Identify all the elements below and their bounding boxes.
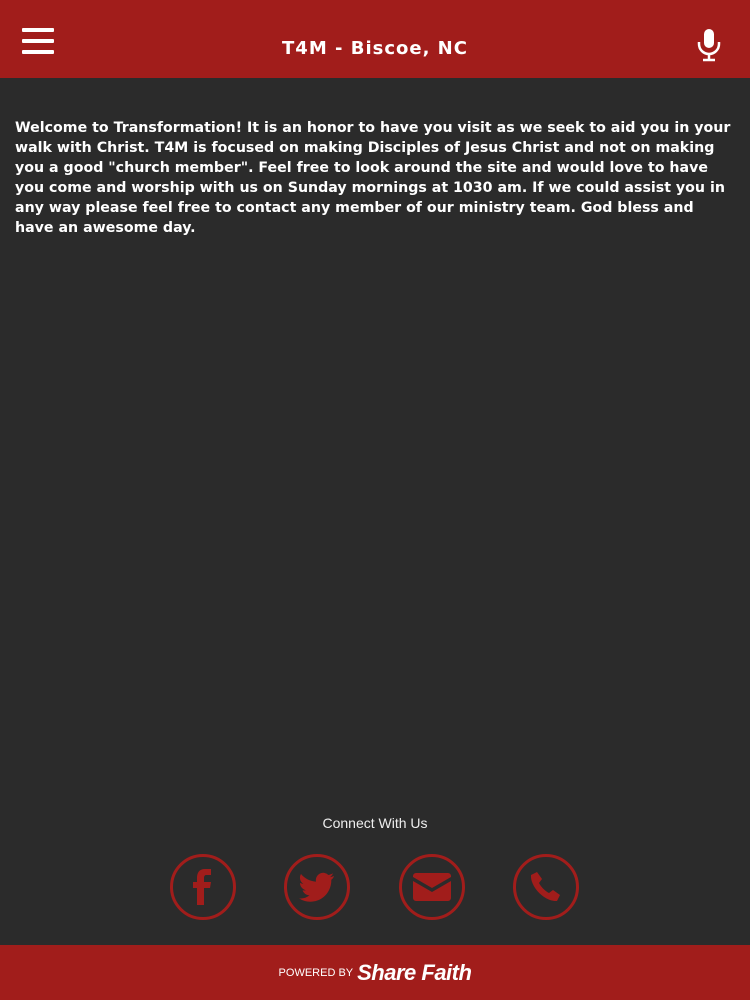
connect-heading: Connect With Us <box>322 815 428 831</box>
email-button[interactable] <box>399 854 465 920</box>
phone-icon <box>530 871 562 903</box>
sharefaith-logo[interactable]: Share Faith <box>357 960 472 985</box>
page-title: T4M - Biscoe, NC <box>282 38 468 59</box>
twitter-button[interactable] <box>284 854 350 920</box>
phone-button[interactable] <box>513 854 579 920</box>
email-icon <box>413 873 451 901</box>
facebook-button[interactable] <box>170 854 236 920</box>
social-links <box>0 854 750 920</box>
voice-search-button[interactable] <box>696 28 722 62</box>
powered-by-label: POWERED BY <box>278 967 354 979</box>
facebook-icon <box>188 869 218 905</box>
app-footer <box>0 945 750 1000</box>
app-header <box>0 0 750 78</box>
microphone-icon <box>696 28 722 62</box>
twitter-icon <box>299 872 335 902</box>
welcome-message: Welcome to Transformation! It is an honor to have you visit as we seek to aid you in your walk with Christ. T4M is focused on making Disciples of Jesus Christ and not on making you a good "church member". Feel free to look around the site and would love to have you come and worship with us on Sunday mornings at 1030 am. If we could assist you in any way please feel free to contact any member of our ministry team. God bless and have an awesome day. <box>15 120 731 236</box>
